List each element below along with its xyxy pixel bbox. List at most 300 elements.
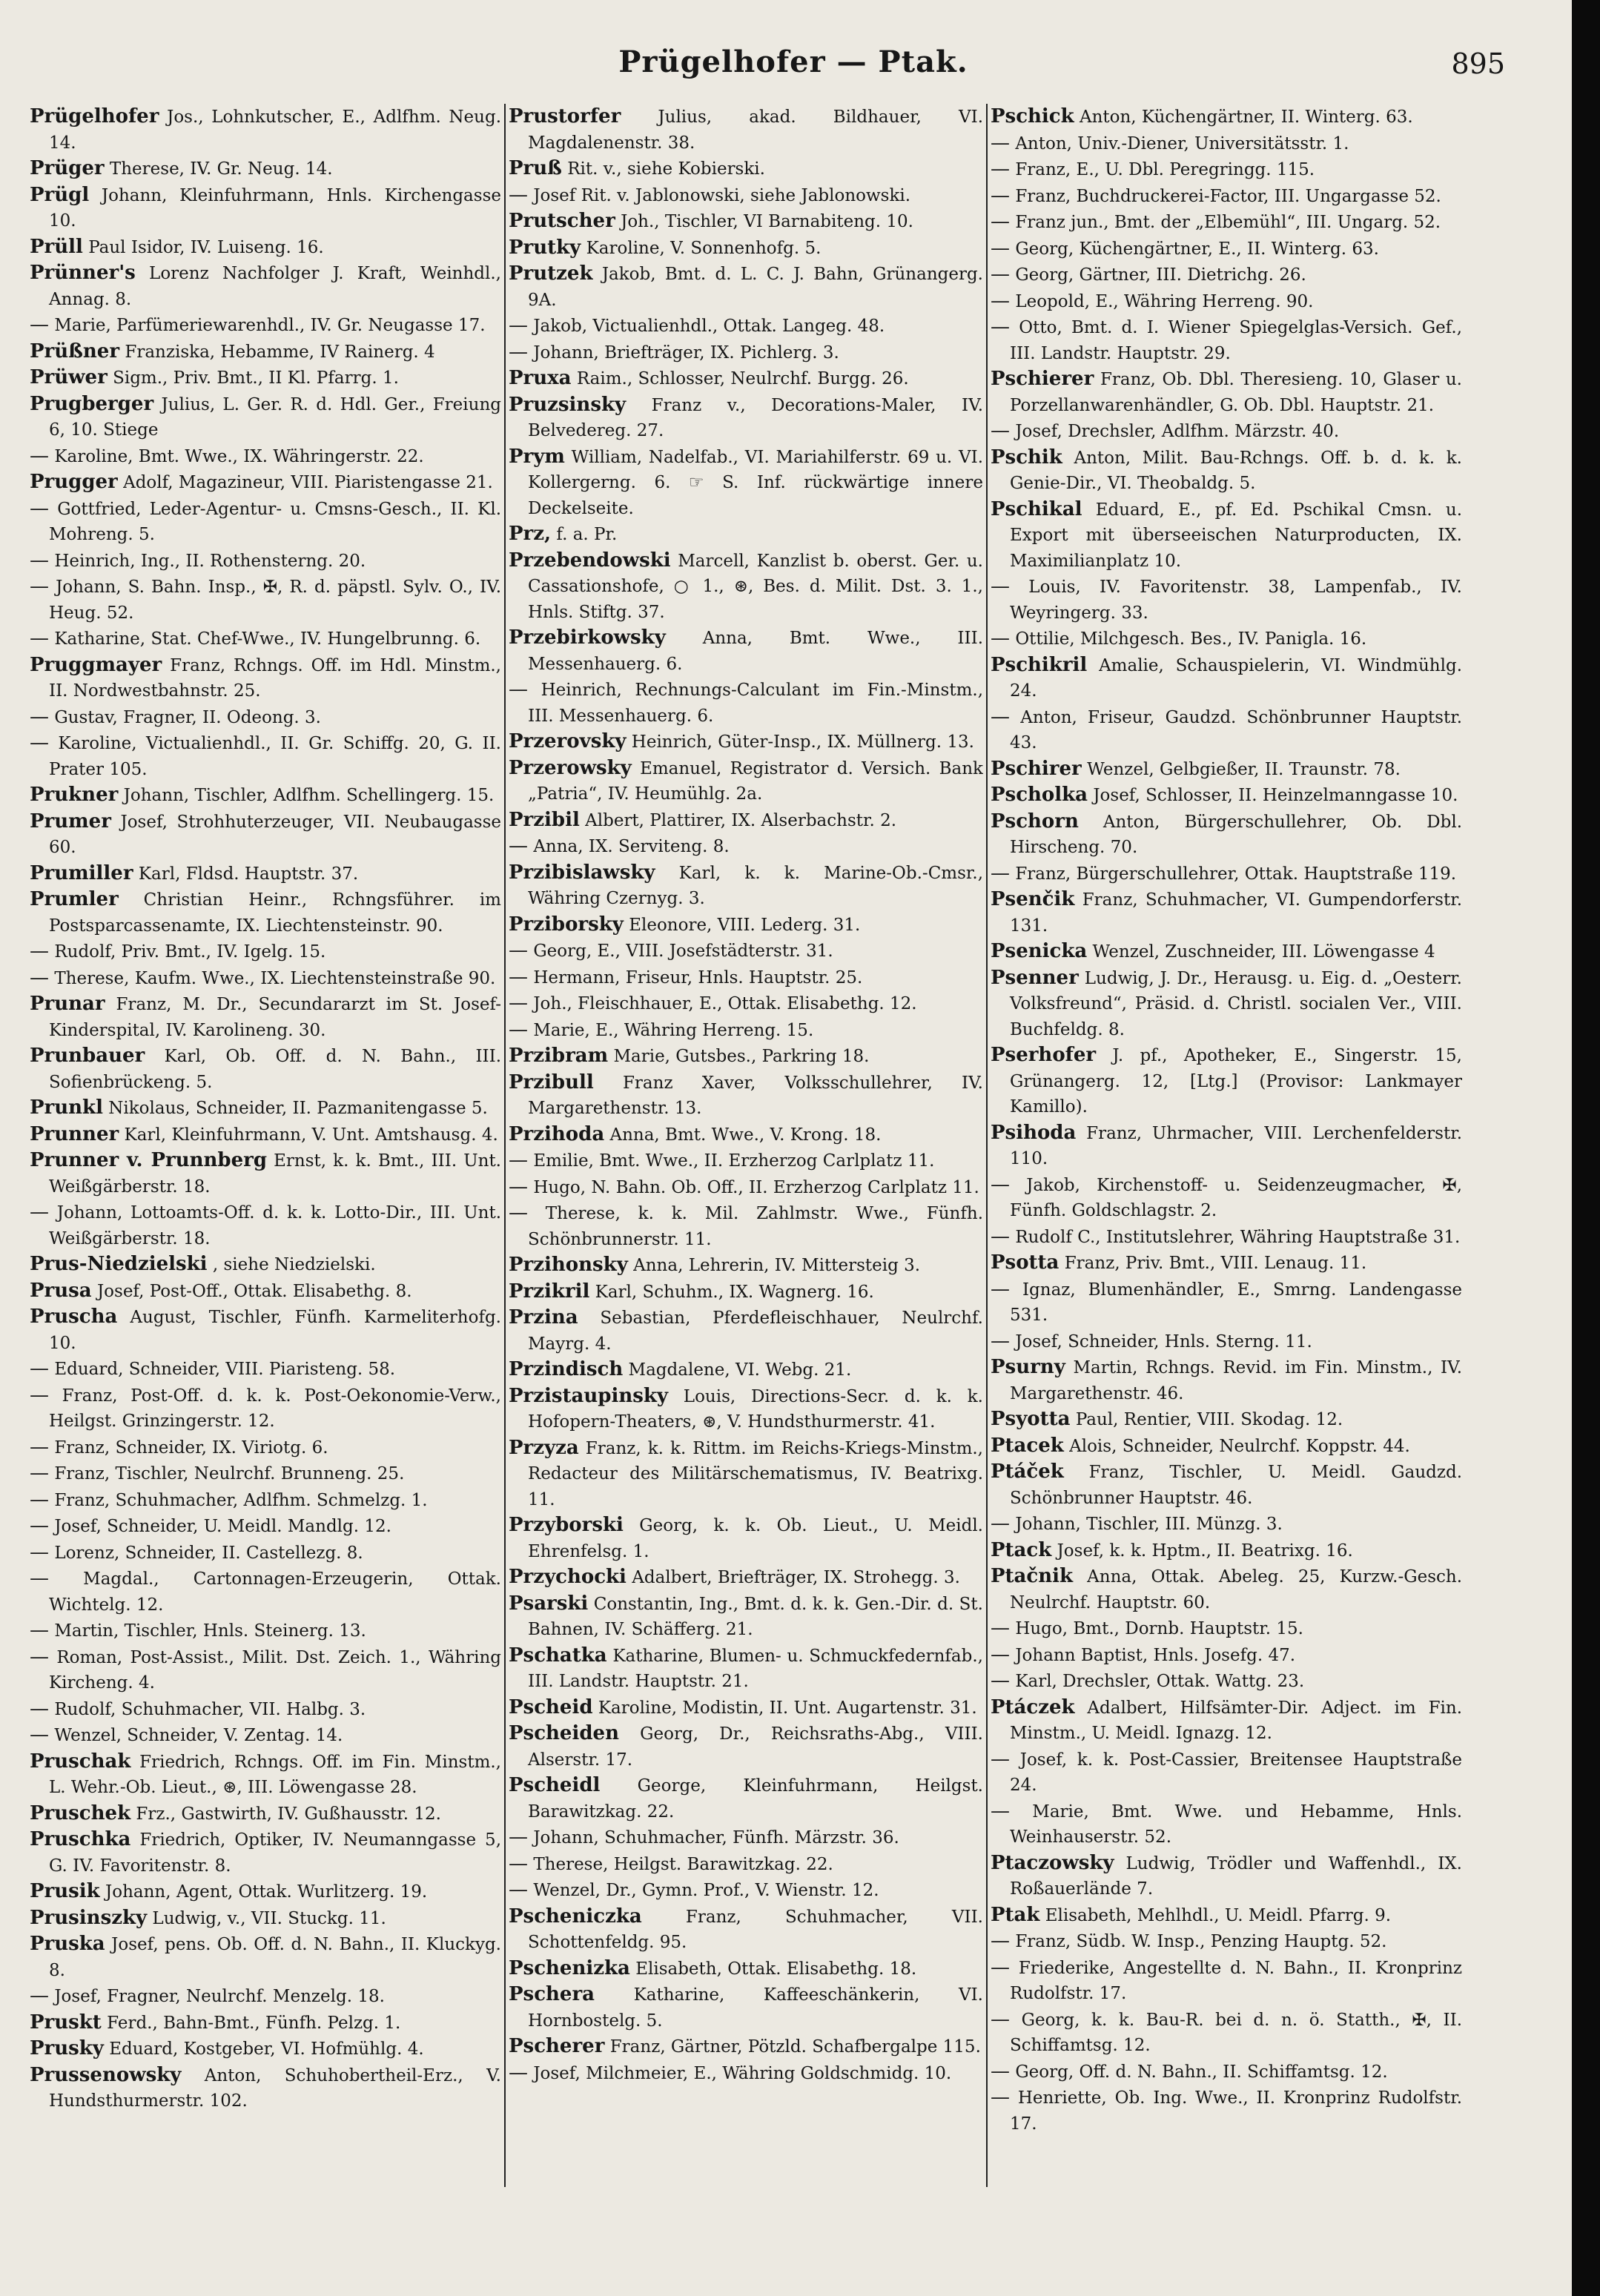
directory-entry: [509, 340, 983, 366]
entry-details: Nikolaus, Schneider, II. Pazmanitengasse 5.: [108, 1099, 488, 1118]
entry-details: Franz, Schneider, IX. Viriotg. 6.: [54, 1438, 328, 1458]
directory-entry: [30, 1513, 501, 1540]
entry-details: Raim., Schlosser, Neulrchf. Burgg. 26.: [576, 369, 909, 388]
directory-entry: [991, 1642, 1462, 1669]
entry-details: Josef, Schneider, U. Meidl. Mandlg. 12.: [54, 1517, 391, 1536]
entry-surname: Pscheidl: [509, 1774, 601, 1796]
entry-surname: Prumler: [30, 888, 119, 910]
entry-surname: —: [991, 1617, 1010, 1639]
entry-details: Josef, k. k. Hptm., II. Beatrixg. 16.: [1057, 1541, 1353, 1561]
entry-details: Louis, IV. Favoritenstr. 38, Lampenfab., IV. Weyringerg. 33.: [1010, 578, 1462, 623]
entry-surname: Ptak: [991, 1903, 1040, 1926]
directory-entry: [30, 1566, 501, 1618]
entry-details: Marie, E., Währing Herreng. 15.: [533, 1020, 814, 1040]
entry-details: Anna, Bmt. Wwe., V. Krong. 18.: [609, 1125, 882, 1145]
directory-entry: [991, 1511, 1462, 1538]
directory-entry: [509, 1564, 983, 1591]
entry-details: Frz., Gastwirth, IV. Gußhausstr. 12.: [136, 1804, 441, 1824]
entry-details: Georg, k. k. Bau-R. bei d. n. ö. Statth., ✠, II. Schiffamtsg. 12.: [1010, 2010, 1462, 2055]
directory-entry: [991, 1747, 1462, 1799]
entry-surname: —: [509, 183, 528, 206]
directory-entry: [991, 130, 1462, 157]
entry-details: Therese, IV. Gr. Neug. 14.: [109, 159, 333, 179]
entry-surname: Pruska: [30, 1933, 105, 1955]
entry-surname: —: [509, 2061, 528, 2084]
entry-details: Louis, Directions-Secr. d. k. k. Hofopern-Theaters, ⊛, V. Hundsthurmerstr. 41.: [528, 1386, 983, 1432]
directory-entry: [30, 1540, 501, 1566]
directory-entry: [30, 1879, 501, 1905]
entry-surname: —: [991, 1329, 1010, 1352]
directory-entry: [509, 444, 983, 522]
entry-surname: Pschikril: [991, 653, 1088, 676]
directory-entry: [509, 521, 983, 548]
directory-entry: [30, 704, 501, 731]
entry-surname: Prugberger: [30, 392, 154, 415]
entry-details: Rudolf, Priv. Bmt., IV. Igelg. 15.: [54, 942, 326, 962]
entry-details: Josef, Strohhuterzeuger, VII. Neubaugasse 60.: [49, 812, 501, 857]
entry-details: Karl, Ob. Off. d. N. Bahn., III. Sofienbrückeng. 5.: [49, 1047, 501, 1092]
directory-entry: [30, 365, 501, 391]
entry-details: Anton, Schuhobertheil-Erz., V. Hundsthurmerstr. 102.: [49, 2065, 501, 2111]
entry-details: Franz, Uhrmacher, VIII. Lerchenfelderstr. 110.: [1010, 1123, 1462, 1168]
entry-details: Marie, Bmt. Wwe. und Hebamme, Hnls. Weinhauserstr. 52.: [1010, 1802, 1462, 1847]
directory-entry: [509, 392, 983, 444]
entry-details: Jakob, Victualienhdl., Ottak. Langeg. 48.: [533, 317, 885, 336]
directory-entry: [509, 729, 983, 755]
directory-entry: [991, 1615, 1462, 1642]
entry-details: Georg, Küchengärtner, E., II. Winterg. 63.: [1015, 239, 1379, 259]
entry-details: Franz, E., U. Dbl. Peregringg. 115.: [1015, 160, 1315, 179]
directory-entry: [509, 1824, 983, 1851]
entry-surname: —: [30, 627, 49, 649]
column-divider: [986, 104, 988, 2187]
entry-details: Josef, Post-Off., Ottak. Elisabethg. 8.: [96, 1281, 412, 1301]
entry-details: Josef, Schneider, Hnls. Sterng. 11.: [1015, 1331, 1312, 1352]
directory-entry: [991, 1564, 1462, 1615]
directory-entry: [30, 652, 501, 704]
entry-surname: Prukner: [30, 784, 119, 806]
entry-surname: —: [30, 497, 49, 520]
entry-details: Franz, Ob. Dbl. Theresieng. 10, Glaser u. Porzellanwarenhändler, G. Ob. Dbl. Hauptstr. 21.: [1010, 370, 1462, 415]
directory-entry: [991, 288, 1462, 315]
entry-details: Franziska, Hebamme, IV Rainerg. 4: [125, 342, 435, 362]
entry-surname: —: [991, 289, 1010, 312]
directory-entry: [30, 1460, 501, 1487]
entry-details: Wenzel, Dr., Gymn. Prof., V. Wienstr. 12.: [533, 1881, 879, 1900]
entry-details: Wenzel, Gelbgießer, II. Traunstr. 78.: [1087, 759, 1401, 779]
directory-entry: [30, 1304, 501, 1356]
entry-surname: —: [30, 732, 49, 754]
directory-entry: [30, 182, 501, 234]
entry-details: George, Kleinfuhrmann, Heilgst. Barawitzkag. 22.: [528, 1776, 983, 1822]
directory-entry: [509, 235, 983, 262]
entry-surname: —: [30, 1697, 49, 1720]
directory-entry: [509, 1070, 983, 1122]
entry-surname: —: [509, 1826, 528, 1848]
entry-surname: Prym: [509, 445, 565, 468]
directory-entry: [30, 469, 501, 496]
entry-surname: Ptáček: [991, 1460, 1064, 1483]
entry-surname: —: [991, 184, 1010, 207]
entry-surname: —: [30, 1567, 49, 1589]
directory-entry: [509, 938, 983, 965]
entry-surname: Pschik: [991, 446, 1062, 469]
entry-details: Anna, Bmt. Wwe., III. Messenhauerg. 6.: [528, 629, 983, 674]
entry-details: Paul, Rentier, VIII. Skodag. 12.: [1075, 1410, 1343, 1429]
entry-surname: Prutzek: [509, 262, 593, 285]
entry-surname: Prz,: [509, 523, 552, 545]
entry-surname: Ptacek: [991, 1434, 1064, 1457]
directory-entry: [991, 314, 1462, 366]
entry-surname: —: [30, 575, 49, 598]
entry-details: Karl, Schuhm., IX. Wagnerg. 16.: [595, 1282, 874, 1302]
entry-surname: —: [30, 444, 49, 467]
directory-entry: [30, 1827, 501, 1879]
entry-surname: —: [991, 316, 1010, 338]
directory-entry: [991, 1928, 1462, 1955]
entry-surname: —: [30, 1462, 49, 1484]
entry-details: Anna, Ottak. Abeleg. 25, Kurzw.-Gesch. Neulrchf. Hauptstr. 60.: [1010, 1567, 1462, 1612]
entry-surname: Prusa: [30, 1279, 92, 1302]
directory-entry: [991, 2085, 1462, 2137]
directory-entry: [30, 1801, 501, 1827]
entry-surname: Przihoda: [509, 1122, 605, 1145]
directory-entry: [30, 1122, 501, 1148]
directory-entry: [30, 496, 501, 548]
entry-surname: Prustorfer: [509, 105, 621, 128]
entry-details: Johann, Kleinfuhrmann, Hnls. Kirchengasse 10.: [49, 185, 501, 231]
entry-surname: —: [30, 1619, 49, 1641]
entry-surname: —: [30, 1488, 49, 1511]
entry-surname: Przibislawsky: [509, 861, 655, 884]
entry-details: , siehe Niedzielski.: [212, 1255, 376, 1274]
entry-surname: Ptaczowsky: [991, 1851, 1114, 1874]
entry-surname: Prüßner: [30, 340, 120, 363]
entry-surname: —: [991, 575, 1010, 598]
directory-entry: [30, 730, 501, 782]
entry-surname: —: [30, 1541, 49, 1564]
directory-entry: [509, 912, 983, 939]
entry-surname: Pschick: [991, 105, 1074, 128]
entry-details: Anton, Milit. Bau-Rchngs. Off. b. d. k. k. Genie-Dir., VI. Theobaldg. 5.: [1010, 448, 1462, 493]
entry-surname: Pruscha: [30, 1306, 118, 1328]
directory-entry: [991, 1433, 1462, 1460]
directory-entry: [30, 234, 501, 261]
directory-entry: [509, 208, 983, 235]
entry-surname: Pruxa: [509, 367, 572, 389]
entry-details: Franz Xaver, Volksschullehrer, IV. Margarethenstr. 13.: [528, 1073, 983, 1118]
directory-entry: [30, 1043, 501, 1095]
entry-details: Karoline, Bmt. Wwe., IX. Währingerstr. 22.: [54, 446, 424, 466]
directory-entry: [30, 782, 501, 809]
entry-details: J. pf., Apotheker, E., Singerstr. 15, Grünangerg. 12, [Ltg.] (Provisor: Lankmayer Kamillo).: [1010, 1046, 1462, 1116]
entry-surname: —: [30, 966, 49, 989]
entry-details: Emanuel, Registrator d. Versich. Bank „Patria“, IV. Heumühlg. 2a.: [528, 758, 983, 804]
entry-details: Friedrich, Optiker, IV. Neumanngasse 5, G. IV. Favoritenstr. 8.: [49, 1830, 501, 1876]
directory-entry: [509, 313, 983, 340]
entry-details: Rudolf C., Institutslehrer, Währing Hauptstraße 31.: [1015, 1227, 1461, 1247]
entry-details: Ludwig, v., VII. Stuckg. 11.: [152, 1908, 386, 1928]
entry-details: Karoline, Modistin, II. Unt. Augartenstr. 31.: [598, 1698, 977, 1718]
entry-details: Franz, Buchdruckerei-Factor, III. Ungargasse 52.: [1015, 186, 1441, 206]
entry-surname: Prusky: [30, 2037, 104, 2060]
entry-surname: Prunner v. Prunnberg: [30, 1149, 267, 1171]
entry-details: Georg, Dr., Reichsraths-Abg., VIII. Alserstr. 17.: [528, 1724, 983, 1770]
entry-details: Therese, k. k. Mil. Zahlmstr. Wwe., Fünfh. Schönbrunnerstr. 11.: [528, 1204, 983, 1249]
entry-details: Adalbert, Hilfsämter-Dir. Adject. im Fin. Minstm., U. Meidl. Ignazg. 12.: [1010, 1698, 1462, 1743]
directory-entry: [991, 626, 1462, 652]
directory-entry: [991, 652, 1462, 704]
directory-entry: [30, 312, 501, 339]
entry-surname: —: [991, 1277, 1010, 1300]
entry-surname: Prumer: [30, 810, 111, 833]
entry-surname: —: [30, 1201, 49, 1223]
entry-surname: —: [30, 940, 49, 962]
entry-surname: —: [991, 263, 1010, 285]
entry-surname: Pruschak: [30, 1750, 131, 1773]
entry-details: Friederike, Angestellte d. N. Bahn., II. Kronprinz Rudolfstr. 17.: [1010, 1958, 1462, 2003]
entry-surname: Prunar: [30, 993, 105, 1015]
directory-entry: [509, 1982, 983, 2034]
entry-surname: Prziborsky: [509, 913, 624, 936]
entry-surname: Prüwer: [30, 366, 108, 388]
directory-entry: [30, 1435, 501, 1461]
entry-details: Elisabeth, Ottak. Elisabethg. 18.: [635, 1959, 917, 1979]
directory-entry: [30, 861, 501, 887]
entry-details: Heinrich, Rechnungs-Calculant im Fin.-Minstm., III. Messenhauerg. 6.: [528, 681, 983, 726]
entry-surname: Prutky: [509, 236, 581, 259]
entry-details: Anton, Univ.-Diener, Universitätsstr. 1.: [1015, 133, 1349, 153]
directory-entry: [509, 1643, 983, 1695]
entry-surname: —: [991, 2008, 1010, 2031]
entry-surname: Prüll: [30, 235, 83, 258]
directory-entry: [991, 2059, 1462, 2085]
entry-surname: Prutscher: [509, 210, 615, 232]
directory-entry: [30, 1095, 501, 1122]
entry-details: Julius, akad. Bildhauer, VI. Magdalenenstr. 38.: [528, 107, 983, 153]
entry-surname: Pscheniczka: [509, 1905, 642, 1928]
directory-entry: [991, 183, 1462, 210]
entry-details: Alois, Schneider, Neulrchf. Koppstr. 44.: [1069, 1436, 1410, 1456]
entry-details: Anton, Küchengärtner, II. Winterg. 63.: [1079, 107, 1413, 127]
entry-details: Johann, Tischler, Adlfhm. Schellingerg. 15.: [123, 786, 495, 805]
entry-details: Paul Isidor, IV. Luiseng. 16.: [88, 237, 324, 257]
directory-entry: [509, 1252, 983, 1279]
entry-surname: Pschatka: [509, 1644, 607, 1667]
directory-entry: [991, 965, 1462, 1043]
entry-details: Franz, Priv. Bmt., VIII. Lenaug. 11.: [1064, 1254, 1367, 1273]
entry-details: Franz, k. k. Rittm. im Reichs-Kriegs-Minstm., Redacteur des Militärschematismus, IV. Beatrixg. 11.: [528, 1438, 983, 1509]
directory-entry: [991, 104, 1462, 130]
entry-details: Johann, Schuhmacher, Fünfh. Märzstr. 36.: [533, 1828, 899, 1847]
entry-details: Eleonore, VIII. Lederg. 31.: [629, 915, 861, 935]
entry-surname: —: [509, 1175, 528, 1198]
entry-surname: Pruskt: [30, 2011, 102, 2034]
running-title: Prügelhofer — Ptak.: [618, 44, 968, 79]
directory-entry: [509, 2034, 983, 2060]
directory-entry: [509, 965, 983, 991]
directory-entry: [30, 1905, 501, 1932]
directory-entry: [30, 104, 501, 156]
entry-surname: Pscheiden: [509, 1722, 619, 1744]
directory-entry: [991, 1042, 1462, 1120]
directory-entry: [509, 1904, 983, 1956]
entry-surname: Prunbauer: [30, 1045, 145, 1067]
entry-surname: —: [991, 158, 1010, 180]
directory-entry: [509, 261, 983, 313]
entry-surname: —: [991, 1747, 1010, 1770]
directory-entry: [509, 365, 983, 392]
entry-surname: Pschera: [509, 1983, 595, 2005]
entry-details: Otto, Bmt. d. I. Wiener Spiegelglas-Versich. Gef., III. Landstr. Hauptstr. 29.: [1010, 318, 1462, 363]
directory-entry: [30, 1931, 501, 1983]
entry-details: Anton, Friseur, Gaudzd. Schönbrunner Hauptstr. 43.: [1010, 707, 1462, 752]
column-divider: [504, 104, 506, 2187]
entry-details: Georg, Gärtner, III. Dietrichg. 26.: [1015, 265, 1306, 285]
directory-entry: [509, 1148, 983, 1174]
entry-surname: Psenner: [991, 966, 1079, 989]
entry-surname: —: [991, 420, 1010, 442]
entry-details: Marie, Parfümeriewarenhdl., IV. Gr. Neugasse 17.: [54, 316, 486, 335]
entry-details: Karoline, V. Sonnenhofg. 5.: [586, 238, 822, 258]
entry-details: Joh., Fleischhauer, E., Ottak. Elisabethg. 12.: [533, 994, 917, 1013]
directory-entry: [991, 2007, 1462, 2059]
entry-details: Magdalene, VI. Webg. 21.: [628, 1360, 852, 1380]
entry-surname: —: [509, 992, 528, 1014]
entry-details: Ludwig, J. Dr., Herausg. u. Eig. d. „Oesterr. Volksfreund“, Präsid. d. Christl. socialen Ver., VIII. Buchfeldg. 8.: [1010, 968, 1462, 1039]
entry-surname: Przebirkowsky: [509, 626, 666, 649]
entry-surname: Prunner: [30, 1122, 119, 1145]
directory-entry: [991, 809, 1462, 861]
entry-details: Josef, Drechsler, Adlfhm. Märzstr. 40.: [1015, 422, 1340, 441]
directory-entry: [30, 1148, 501, 1200]
entry-details: Eduard, Schneider, VIII. Piaristeng. 58.: [54, 1360, 396, 1379]
entry-surname: Prügelhofer: [30, 105, 159, 128]
entry-details: Amalie, Schauspielerin, VI. Windmühlg. 24.: [1010, 655, 1462, 701]
entry-surname: Prüger: [30, 157, 105, 179]
entry-surname: —: [991, 861, 1010, 884]
directory-entry: [509, 1279, 983, 1306]
entry-details: Friedrich, Rchngs. Off. im Fin. Minstm., L. Wehr.-Ob. Lieut., ⊛, III. Löwengasse 28.: [49, 1752, 501, 1797]
entry-surname: —: [509, 835, 528, 857]
entry-surname: Pruß: [509, 157, 562, 179]
directory-entry: [991, 366, 1462, 418]
page-number: 895: [1451, 47, 1505, 80]
entry-surname: —: [991, 1173, 1010, 1196]
entry-surname: Psotta: [991, 1251, 1059, 1274]
entry-surname: Psurny: [991, 1356, 1065, 1378]
entry-surname: Pschierer: [991, 368, 1094, 390]
entry-details: Emilie, Bmt. Wwe., II. Erzherzog Carlplatz 11.: [533, 1151, 935, 1171]
directory-entry: [30, 260, 501, 312]
directory-entry: [509, 1435, 983, 1513]
entry-surname: Prünner's: [30, 262, 136, 284]
entry-details: Magdal., Cartonnagen-Erzeugerin, Ottak. Wichtelg. 12.: [49, 1569, 501, 1615]
entry-details: Georg, k. k. Ob. Lieut., U. Meidl. Ehrenfelsg. 1.: [528, 1516, 983, 1561]
directory-entry: [30, 939, 501, 965]
entry-surname: —: [509, 1852, 528, 1875]
entry-details: Adolf, Magazineur, VIII. Piaristengasse 21.: [123, 473, 493, 492]
directory-entry: [509, 1773, 983, 1824]
directory-entry: [991, 1459, 1462, 1511]
directory-entry: [30, 965, 501, 992]
directory-entry: [509, 1017, 983, 1044]
entry-surname: —: [30, 1724, 49, 1746]
entry-surname: Pschorn: [991, 810, 1079, 833]
entry-details: Franz, Bürgerschullehrer, Ottak. Hauptstraße 119.: [1015, 864, 1457, 884]
entry-details: Franz, Schuhmacher, Adlfhm. Schmelzg. 1.: [54, 1490, 428, 1510]
entry-details: Josef Rit. v. Jablonowski, siehe Jablonowski.: [533, 185, 911, 205]
entry-surname: Przyza: [509, 1436, 579, 1459]
directory-entry: [991, 1172, 1462, 1224]
entry-surname: —: [991, 1225, 1010, 1248]
entry-surname: —: [509, 1018, 528, 1041]
directory-entry: [509, 1956, 983, 1982]
entry-surname: —: [509, 965, 528, 988]
directory-entry: [30, 2062, 501, 2114]
directory-entry: [509, 1383, 983, 1435]
entry-details: Therese, Heilgst. Barawitzkag. 22.: [533, 1854, 833, 1874]
directory-entry: [991, 1538, 1462, 1564]
entry-details: Katharine, Kaffeeschänkerin, VI. Hornbostelg. 5.: [528, 1985, 983, 2031]
directory-entry: [509, 1851, 983, 1878]
entry-surname: Przina: [509, 1306, 578, 1329]
entry-details: Wenzel, Zuschneider, III. Löwengasse 4: [1092, 942, 1435, 962]
directory-entry: [509, 1877, 983, 1904]
entry-surname: Pscholka: [991, 784, 1088, 806]
entry-surname: —: [509, 314, 528, 337]
directory-entry: [991, 1799, 1462, 1850]
directory-entry: [991, 782, 1462, 809]
entry-details: Ludwig, Trödler und Waffenhdl., IX. Roßauerlände 7.: [1010, 1853, 1462, 1899]
entry-surname: Psenčik: [991, 888, 1075, 910]
entry-surname: —: [509, 1879, 528, 1901]
directory-entry: [509, 1305, 983, 1357]
entry-surname: —: [30, 549, 49, 572]
entry-surname: Psyotta: [991, 1408, 1071, 1430]
entry-surname: Przibull: [509, 1071, 594, 1094]
entry-surname: —: [991, 236, 1010, 259]
entry-details: Sigm., Priv. Bmt., II Kl. Pfarrg. 1.: [113, 368, 399, 388]
entry-details: Johann, Briefträger, IX. Pichlerg. 3.: [533, 343, 839, 363]
entry-details: Ignaz, Blumenhändler, E., Smrng. Landengasse 531.: [1010, 1280, 1462, 1325]
entry-details: Karl, Kleinfuhrmann, V. Unt. Amtshausg. 4.: [124, 1125, 498, 1145]
entry-surname: Prumiller: [30, 861, 133, 884]
entry-surname: —: [30, 314, 49, 336]
entry-details: Anna, IX. Serviteng. 8.: [533, 837, 730, 856]
entry-details: Anna, Lehrerin, IV. Mittersteig 3.: [633, 1256, 921, 1275]
entry-details: Johann, S. Bahn. Insp., ✠, R. d. päpstl. Sylv. O., IV. Heug. 52.: [49, 578, 501, 623]
entry-details: Eduard, E., pf. Ed. Pschikal Cmsn. u. Export mit überseeischen Naturproducten, IX. Maximilianplatz 10.: [1010, 500, 1462, 571]
directory-entry: [509, 1357, 983, 1383]
directory-entry: [30, 1696, 501, 1723]
entry-details: Rudolf, Schuhmacher, VII. Halbg. 3.: [54, 1699, 366, 1719]
directory-entry: [509, 755, 983, 807]
directory-entry: [991, 1668, 1462, 1695]
entry-surname: Prusinszky: [30, 1906, 148, 1929]
entry-surname: Przychocki: [509, 1566, 627, 1588]
directory-entry: [509, 1174, 983, 1201]
directory-entry: [991, 1277, 1462, 1329]
entry-details: Jakob, Bmt. d. L. C. J. Bahn, Grünangerg. 9A.: [528, 265, 983, 310]
directory-entry: [991, 1354, 1462, 1406]
entry-surname: —: [991, 1512, 1010, 1535]
entry-details: Jos., Lohnkutscher, E., Adlfhm. Neug. 14.: [49, 107, 501, 153]
entry-surname: Przistaupinsky: [509, 1384, 669, 1407]
entry-surname: Przerowsky: [509, 756, 632, 779]
directory-entry: [991, 887, 1462, 939]
entry-surname: Przerovsky: [509, 730, 627, 752]
